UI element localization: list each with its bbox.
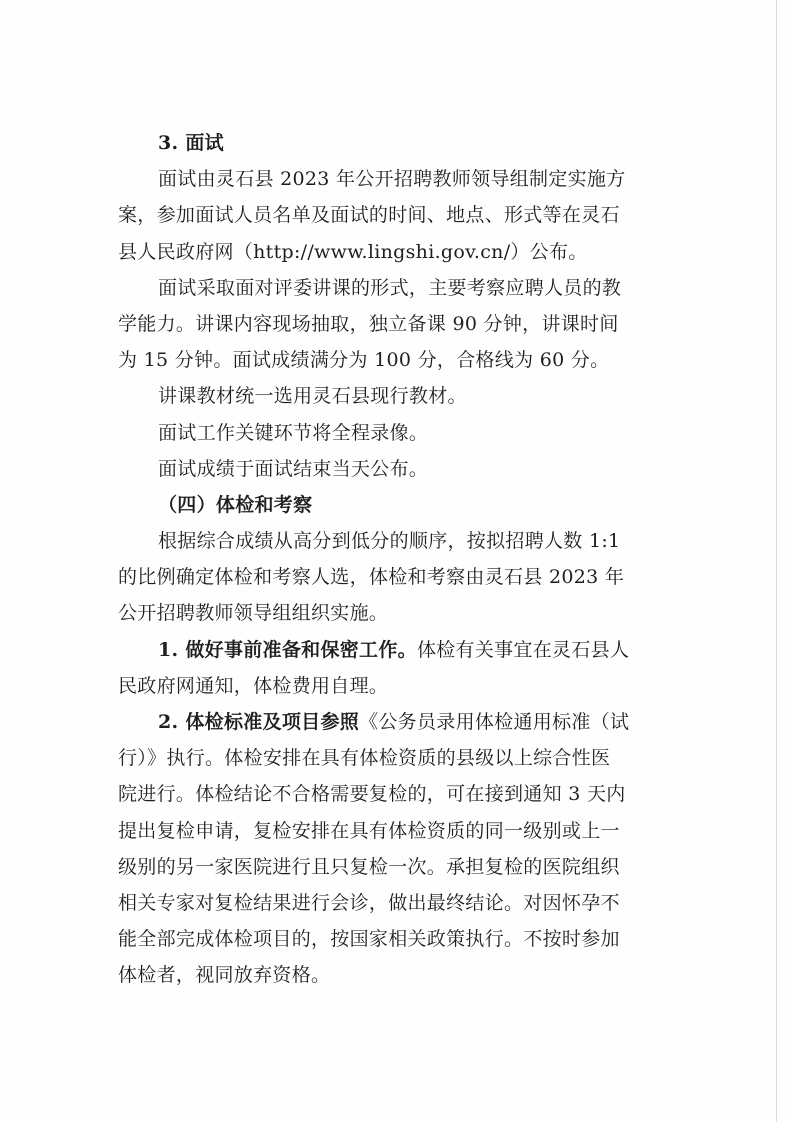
paragraph-line: 面试由灵石县 2023 年公开招聘教师领导组制定实施方: [158, 168, 626, 191]
paragraph-line: 提出复检申请，复检安排在具有体检资质的同一级别或上一: [118, 819, 620, 842]
paragraph-line: 行）》执行。体检安排在具有体检资质的县级以上综合性医: [118, 747, 611, 770]
scan-edge-line: [776, 0, 777, 1122]
paragraph-line: 能全部完成体检项目的，按国家相关政策执行。不按时参加: [118, 928, 620, 951]
inline-heading: 1. 做好事前准备和保密工作。: [158, 638, 417, 661]
inline-text: 体检有关事宜在灵石县人: [416, 638, 630, 661]
inline-text: 《公务员录用体检通用标准（试: [359, 711, 630, 733]
paragraph-line: 级别的另一家医院进行且只复检一次。承担复检的医院组织: [118, 855, 620, 878]
paragraph-line: 相关专家对复检结果进行会诊，做出最终结论。对因怀孕不: [118, 891, 620, 914]
paragraph-line: 学能力。讲课内容现场抽取，独立备课 90 分钟，讲课时间: [118, 312, 619, 335]
paragraph-line: 根据综合成绩从高分到低分的顺序，按拟招聘人数 1:1: [158, 530, 621, 553]
paragraph-line: 体检者，视同放弃资格。: [118, 964, 331, 987]
paragraph-line: 的比例确定体检和考察人选，体检和考察由灵石县 2023 年: [118, 566, 625, 589]
paragraph-line: 面试工作关键环节将全程录像。: [158, 421, 429, 444]
section-heading-physical-exam: （四）体检和考察: [158, 493, 313, 516]
inline-heading: 2. 体检标准及项目参照: [158, 711, 360, 733]
paragraph-line: 民政府网通知，体检费用自理。: [118, 674, 389, 697]
paragraph-line: 院进行。体检结论不合格需要复检的，可在接到通知 3 天内: [118, 783, 626, 806]
paragraph-line: 县人民政府网（http://www.lingshi.gov.cn/）公布。: [118, 240, 588, 263]
paragraph-line: 讲课教材统一选用灵石县现行教材。: [158, 385, 467, 408]
section-heading-interview: 3. 面试: [158, 132, 224, 154]
paragraph-line: [118, 633, 674, 667]
paragraph-line: 公开招聘教师领导组组织实施。: [118, 602, 389, 625]
paragraph-line: 面试采取面对评委讲课的形式，主要考察应聘人员的教: [158, 276, 622, 299]
paragraph-line: [118, 705, 674, 739]
paragraph-line: 为 15 分钟。面试成绩满分为 100 分，合格线为 60 分。: [118, 349, 610, 372]
document-body: [118, 126, 674, 995]
paragraph-line: 案，参加面试人员名单及面试的时间、地点、形式等在灵石: [118, 204, 620, 227]
paragraph-line: 面试成绩于面试结束当天公布。: [158, 457, 429, 480]
